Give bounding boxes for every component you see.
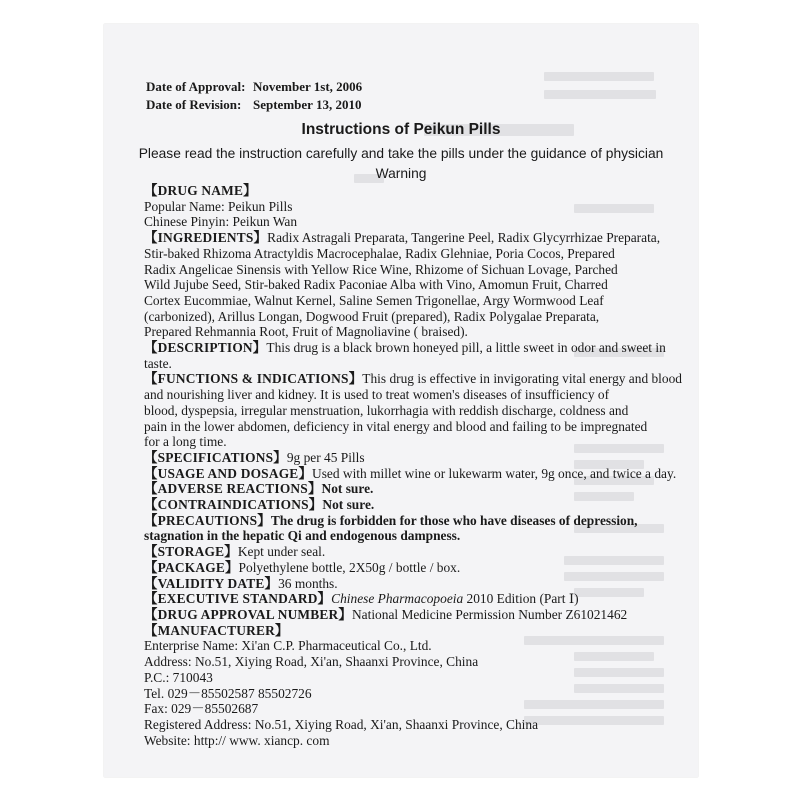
section-heading-precautions: 【PRECAUTIONS】 — [144, 512, 271, 528]
ingredients-line: Radix Angelicae Sinensis with Yellow Rice Wine, Rhizome of Sichuan Lovage, Parched — [144, 261, 618, 277]
validity-text: 36 months. — [278, 575, 338, 591]
revision-date-value: September 13, 2010 — [253, 97, 362, 112]
date-block — [146, 78, 362, 114]
ingredients-line: Stir-baked Rhizoma Atractyldis Macrocephalae, Radix Glehniae, Poria Cocos, Prepared — [144, 245, 615, 261]
instruction-body — [144, 183, 692, 748]
ingredients-line: (carbonized), Arillus Longan, Dogwood Fruit (prepared), Radix Polygalae Preparata, — [144, 308, 600, 324]
popular-name: Popular Name: Peikun Pills — [144, 198, 293, 214]
adverse-reactions-text: Not sure. — [321, 481, 374, 497]
approval-date-label: Date of Approval: — [146, 79, 246, 94]
manufacturer-line: Fax: 029－85502687 — [144, 701, 259, 717]
pharmacopoeia-title: Chinese Pharmacopoeia — [331, 591, 464, 607]
section-heading-drug-name: 【DRUG NAME】 — [144, 183, 257, 198]
manufacturer-line: Enterprise Name: Xi'an C.P. Pharmaceutical Co., Ltd. — [144, 638, 432, 654]
section-heading-manufacturer: 【MANUFACTURER】 — [144, 622, 289, 638]
manufacturer-line: Website: http:// www. xiancp. com — [144, 732, 330, 748]
chinese-pinyin: Chinese Pinyin: Peikun Wan — [144, 214, 298, 230]
usage-text: Used with millet wine or lukewarm water, 9g once, and twice a day. — [312, 465, 677, 481]
warning-heading: Warning — [375, 166, 427, 181]
pharmacopoeia-edition: 2010 Edition (Part Ⅰ) — [463, 591, 579, 607]
approval-date-value: November 1st, 2006 — [253, 79, 363, 94]
section-heading-contraindications: 【CONTRAINDICATIONS】 — [144, 497, 323, 513]
storage-text: Kept under seal. — [237, 544, 326, 560]
document-title: Instructions of Peikun Pills — [301, 121, 501, 138]
section-heading-validity: 【VALIDITY DATE】 — [144, 575, 279, 591]
section-heading-usage: 【USAGE AND DOSAGE】 — [144, 465, 313, 481]
manufacturer-line: P.C.: 710043 — [144, 669, 213, 685]
specifications-text: 9g per 45 Pills — [286, 449, 365, 465]
document-subtitle: Please read the instruction carefully and take the pills under the guidance of physician — [138, 146, 664, 161]
ingredients-line: Cortex Eucommiae, Walnut Kernel, Saline Semen Trigonellae, Argy Wormwood Leaf — [144, 292, 604, 308]
section-heading-storage: 【STORAGE】 — [144, 544, 238, 560]
ingredients-line: Radix Astragali Preparata, Tangerine Peel, Radix Glycyrrhizae Preparata, — [267, 230, 661, 246]
manufacturer-line: Registered Address: No.51, Xiying Road, Xi'an, Shaanxi Province, China — [144, 716, 539, 732]
section-heading-approval-number: 【DRUG APPROVAL NUMBER】 — [144, 606, 352, 622]
precautions-text: The drug is forbidden for those who have diseases of depression, — [270, 512, 638, 528]
section-heading-executive-standard: 【EXECUTIVE STANDARD】 — [144, 591, 332, 607]
section-heading-functions: 【FUNCTIONS & INDICATIONS】 — [144, 371, 363, 387]
description-text: taste. — [144, 355, 172, 371]
manufacturer-line: Tel. 029－85502587 85502726 — [144, 685, 312, 701]
revision-date-label: Date of Revision: — [146, 97, 242, 112]
ingredients-line: Wild Jujube Seed, Stir-baked Radix Paconiae Alba with Vino, Amomun Fruit, Charred — [144, 277, 608, 293]
functions-line: This drug is effective in invigorating vital energy and blood — [362, 371, 682, 387]
description-text: This drug is a black brown honeyed pill, a little sweet in odor and sweet in — [266, 340, 666, 356]
approval-number-text: National Medicine Permission Number Z61021462 — [352, 606, 628, 622]
instruction-leaflet — [104, 24, 698, 777]
section-heading-description: 【DESCRIPTION】 — [144, 340, 267, 356]
functions-line: and nourishing liver and kidney. It is used to treat women's diseases of insufficiency of — [144, 387, 610, 403]
ingredients-line: Prepared Rehmannia Root, Fruit of Magnoliavine ( braised). — [144, 324, 468, 340]
functions-line: for a long time. — [144, 434, 227, 450]
section-heading-ingredients: 【INGREDIENTS】 — [144, 230, 268, 246]
manufacturer-line: Address: No.51, Xiying Road, Xi'an, Shaanxi Province, China — [144, 654, 479, 670]
section-heading-package: 【PACKAGE】 — [144, 559, 239, 575]
functions-line: pain in the lower abdomen, deficiency in vital energy and blood and failing to be impregnated — [144, 418, 648, 434]
package-text: Polyethylene bottle, 2X50g / bottle / box. — [238, 559, 461, 575]
functions-line: blood, dyspepsia, irregular menstruation, lukorrhagia with reddish discharge, coldness and — [144, 402, 629, 418]
section-heading-specifications: 【SPECIFICATIONS】 — [144, 449, 287, 465]
contraindications-text: Not sure. — [322, 497, 375, 513]
section-heading-adverse-reactions: 【ADVERSE REACTIONS】 — [144, 481, 322, 497]
precautions-text: stagnation in the hepatic Qi and endogenous dampness. — [144, 528, 461, 544]
